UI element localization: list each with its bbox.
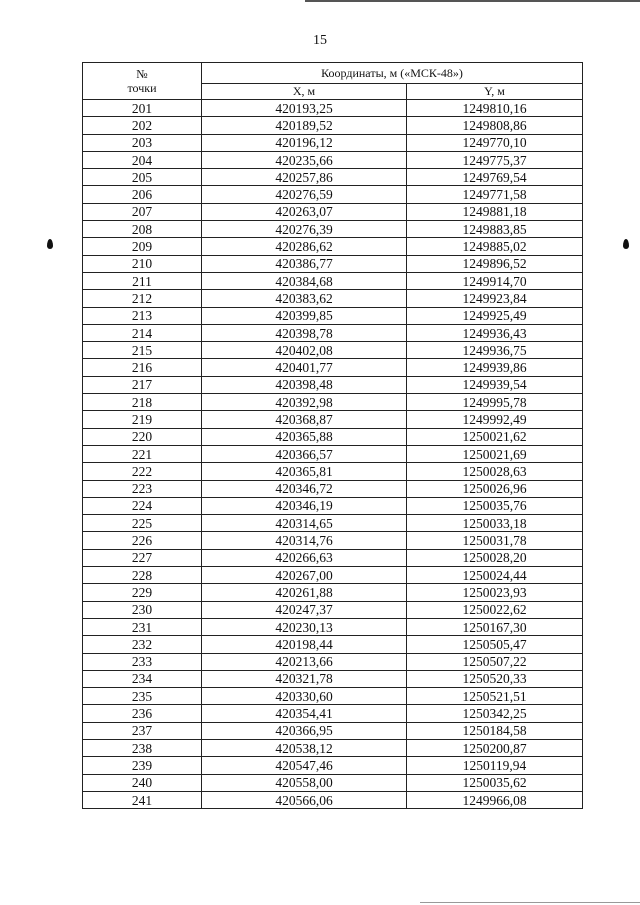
cell-y: 1249936,75: [407, 342, 583, 359]
cell-point-number: 214: [83, 324, 202, 341]
cell-point-number: 223: [83, 480, 202, 497]
cell-point-number: 235: [83, 688, 202, 705]
cell-y: 1250521,51: [407, 688, 583, 705]
cell-point-number: 209: [83, 238, 202, 255]
cell-x: 420366,95: [202, 722, 407, 739]
table-row: [83, 757, 583, 774]
cell-point-number: 216: [83, 359, 202, 376]
cell-x: 420398,78: [202, 324, 407, 341]
cell-x: 420399,85: [202, 307, 407, 324]
cell-point-number: 231: [83, 618, 202, 635]
cell-y: 1250022,62: [407, 601, 583, 618]
cell-point-number: 226: [83, 532, 202, 549]
cell-point-number: 222: [83, 463, 202, 480]
cell-y: 1250028,63: [407, 463, 583, 480]
table-header: [83, 63, 583, 100]
cell-y: 1250167,30: [407, 618, 583, 635]
cell-x: 420314,65: [202, 515, 407, 532]
table-row: [83, 307, 583, 324]
cell-y: 1249808,86: [407, 117, 583, 134]
table-row: [83, 480, 583, 497]
table-row: [83, 169, 583, 186]
cell-x: 420193,25: [202, 100, 407, 117]
cell-point-number: 205: [83, 169, 202, 186]
table-row: [83, 549, 583, 566]
table-row: [83, 359, 583, 376]
cell-y: 1249770,10: [407, 134, 583, 151]
cell-y: 1250200,87: [407, 739, 583, 756]
table-row: [83, 394, 583, 411]
cell-y: 1250505,47: [407, 636, 583, 653]
cell-x: 420366,57: [202, 445, 407, 462]
cell-x: 420547,46: [202, 757, 407, 774]
cell-point-number: 234: [83, 670, 202, 687]
cell-y: 1249939,86: [407, 359, 583, 376]
cell-point-number: 221: [83, 445, 202, 462]
table-row: [83, 255, 583, 272]
table-row: [83, 376, 583, 393]
cell-y: 1249925,49: [407, 307, 583, 324]
cell-x: 420346,72: [202, 480, 407, 497]
cell-y: 1250021,62: [407, 428, 583, 445]
cell-x: 420402,08: [202, 342, 407, 359]
cell-x: 420230,13: [202, 618, 407, 635]
table-row: [83, 290, 583, 307]
cell-y: 1250024,44: [407, 567, 583, 584]
cell-x: 420314,76: [202, 532, 407, 549]
table-row: [83, 151, 583, 168]
cell-point-number: 224: [83, 497, 202, 514]
cell-x: 420330,60: [202, 688, 407, 705]
cell-y: 1249992,49: [407, 411, 583, 428]
page-number: 15: [313, 33, 327, 48]
cell-x: 420263,07: [202, 203, 407, 220]
cell-point-number: 220: [83, 428, 202, 445]
table-body: [83, 100, 583, 809]
header-points-label: точки: [127, 81, 157, 95]
table-row: [83, 515, 583, 532]
table-row: [83, 722, 583, 739]
table-row: [83, 324, 583, 341]
cell-point-number: 201: [83, 100, 202, 117]
table-row: [83, 428, 583, 445]
header-y: Y, м: [407, 84, 583, 100]
cell-point-number: 203: [83, 134, 202, 151]
table-row: [83, 688, 583, 705]
cell-x: 420267,00: [202, 567, 407, 584]
bottom-scan-rule: [420, 902, 640, 903]
cell-x: 420286,62: [202, 238, 407, 255]
cell-y: 1250035,76: [407, 497, 583, 514]
cell-y: 1250507,22: [407, 653, 583, 670]
cell-x: 420235,66: [202, 151, 407, 168]
cell-y: 1249885,02: [407, 238, 583, 255]
cell-point-number: 206: [83, 186, 202, 203]
header-point-number: [83, 63, 202, 100]
cell-y: 1250035,62: [407, 774, 583, 791]
table-row: [83, 653, 583, 670]
cell-y: 1249883,85: [407, 221, 583, 238]
cell-y: 1249914,70: [407, 272, 583, 289]
cell-point-number: 211: [83, 272, 202, 289]
cell-x: 420346,19: [202, 497, 407, 514]
table-row: [83, 705, 583, 722]
cell-y: 1249923,84: [407, 290, 583, 307]
table-row: [83, 636, 583, 653]
cell-y: 1250342,25: [407, 705, 583, 722]
table-row: [83, 670, 583, 687]
cell-x: 420266,63: [202, 549, 407, 566]
cell-point-number: 217: [83, 376, 202, 393]
cell-y: 1250520,33: [407, 670, 583, 687]
cell-x: 420558,00: [202, 774, 407, 791]
table-row: [83, 134, 583, 151]
table-row: [83, 739, 583, 756]
cell-point-number: 212: [83, 290, 202, 307]
coordinates-table: [82, 62, 583, 809]
table-row: [83, 497, 583, 514]
cell-x: 420247,37: [202, 601, 407, 618]
cell-point-number: 230: [83, 601, 202, 618]
cell-y: 1249810,16: [407, 100, 583, 117]
cell-y: 1250033,18: [407, 515, 583, 532]
cell-y: 1250021,69: [407, 445, 583, 462]
cell-y: 1249769,54: [407, 169, 583, 186]
table-row: [83, 618, 583, 635]
table-row: [83, 100, 583, 117]
top-scan-rule: [305, 0, 640, 2]
cell-x: 420383,62: [202, 290, 407, 307]
cell-x: 420189,52: [202, 117, 407, 134]
cell-x: 420401,77: [202, 359, 407, 376]
cell-x: 420321,78: [202, 670, 407, 687]
cell-x: 420398,48: [202, 376, 407, 393]
cell-x: 420257,86: [202, 169, 407, 186]
cell-point-number: 238: [83, 739, 202, 756]
table-row: [83, 186, 583, 203]
cell-point-number: 232: [83, 636, 202, 653]
table-row: [83, 272, 583, 289]
cell-y: 1249896,52: [407, 255, 583, 272]
table-row: [83, 411, 583, 428]
cell-y: 1249936,43: [407, 324, 583, 341]
cell-point-number: 236: [83, 705, 202, 722]
cell-y: 1249966,08: [407, 791, 583, 808]
cell-point-number: 229: [83, 584, 202, 601]
cell-point-number: 225: [83, 515, 202, 532]
cell-y: 1249881,18: [407, 203, 583, 220]
header-coordinates-group: Координаты, м («МСК-48»): [202, 63, 583, 84]
cell-point-number: 208: [83, 221, 202, 238]
cell-y: 1250023,93: [407, 584, 583, 601]
cell-x: 420384,68: [202, 272, 407, 289]
table-row: [83, 342, 583, 359]
table-row: [83, 463, 583, 480]
cell-y: 1249775,37: [407, 151, 583, 168]
table-row: [83, 445, 583, 462]
cell-y: 1250184,58: [407, 722, 583, 739]
cell-y: 1249771,58: [407, 186, 583, 203]
cell-point-number: 219: [83, 411, 202, 428]
cell-y: 1249939,54: [407, 376, 583, 393]
cell-point-number: 233: [83, 653, 202, 670]
cell-point-number: 202: [83, 117, 202, 134]
cell-point-number: 215: [83, 342, 202, 359]
cell-y: 1249995,78: [407, 394, 583, 411]
cell-x: 420213,66: [202, 653, 407, 670]
table-row: [83, 203, 583, 220]
cell-x: 420365,81: [202, 463, 407, 480]
cell-point-number: 228: [83, 567, 202, 584]
cell-x: 420276,39: [202, 221, 407, 238]
cell-x: 420261,88: [202, 584, 407, 601]
cell-point-number: 213: [83, 307, 202, 324]
table-row: [83, 601, 583, 618]
cell-point-number: 241: [83, 791, 202, 808]
cell-x: 420392,98: [202, 394, 407, 411]
cell-point-number: 240: [83, 774, 202, 791]
cell-x: 420566,06: [202, 791, 407, 808]
table-row: [83, 221, 583, 238]
cell-y: 1250026,96: [407, 480, 583, 497]
table-row: [83, 532, 583, 549]
table-row: [83, 791, 583, 808]
cell-x: 420365,88: [202, 428, 407, 445]
header-number-sign: №: [136, 67, 148, 81]
table-row: [83, 584, 583, 601]
table-row: [83, 117, 583, 134]
header-x: X, м: [202, 84, 407, 100]
cell-point-number: 207: [83, 203, 202, 220]
cell-x: 420198,44: [202, 636, 407, 653]
cell-y: 1250028,20: [407, 549, 583, 566]
table-row: [83, 567, 583, 584]
cell-x: 420386,77: [202, 255, 407, 272]
cell-point-number: 237: [83, 722, 202, 739]
cell-x: 420196,12: [202, 134, 407, 151]
cell-x: 420538,12: [202, 739, 407, 756]
cell-point-number: 204: [83, 151, 202, 168]
cell-x: 420276,59: [202, 186, 407, 203]
table-row: [83, 774, 583, 791]
cell-x: 420354,41: [202, 705, 407, 722]
cell-y: 1250031,78: [407, 532, 583, 549]
cell-y: 1250119,94: [407, 757, 583, 774]
cell-point-number: 218: [83, 394, 202, 411]
cell-point-number: 239: [83, 757, 202, 774]
cell-point-number: 227: [83, 549, 202, 566]
table-row: [83, 238, 583, 255]
cell-point-number: 210: [83, 255, 202, 272]
cell-x: 420368,87: [202, 411, 407, 428]
